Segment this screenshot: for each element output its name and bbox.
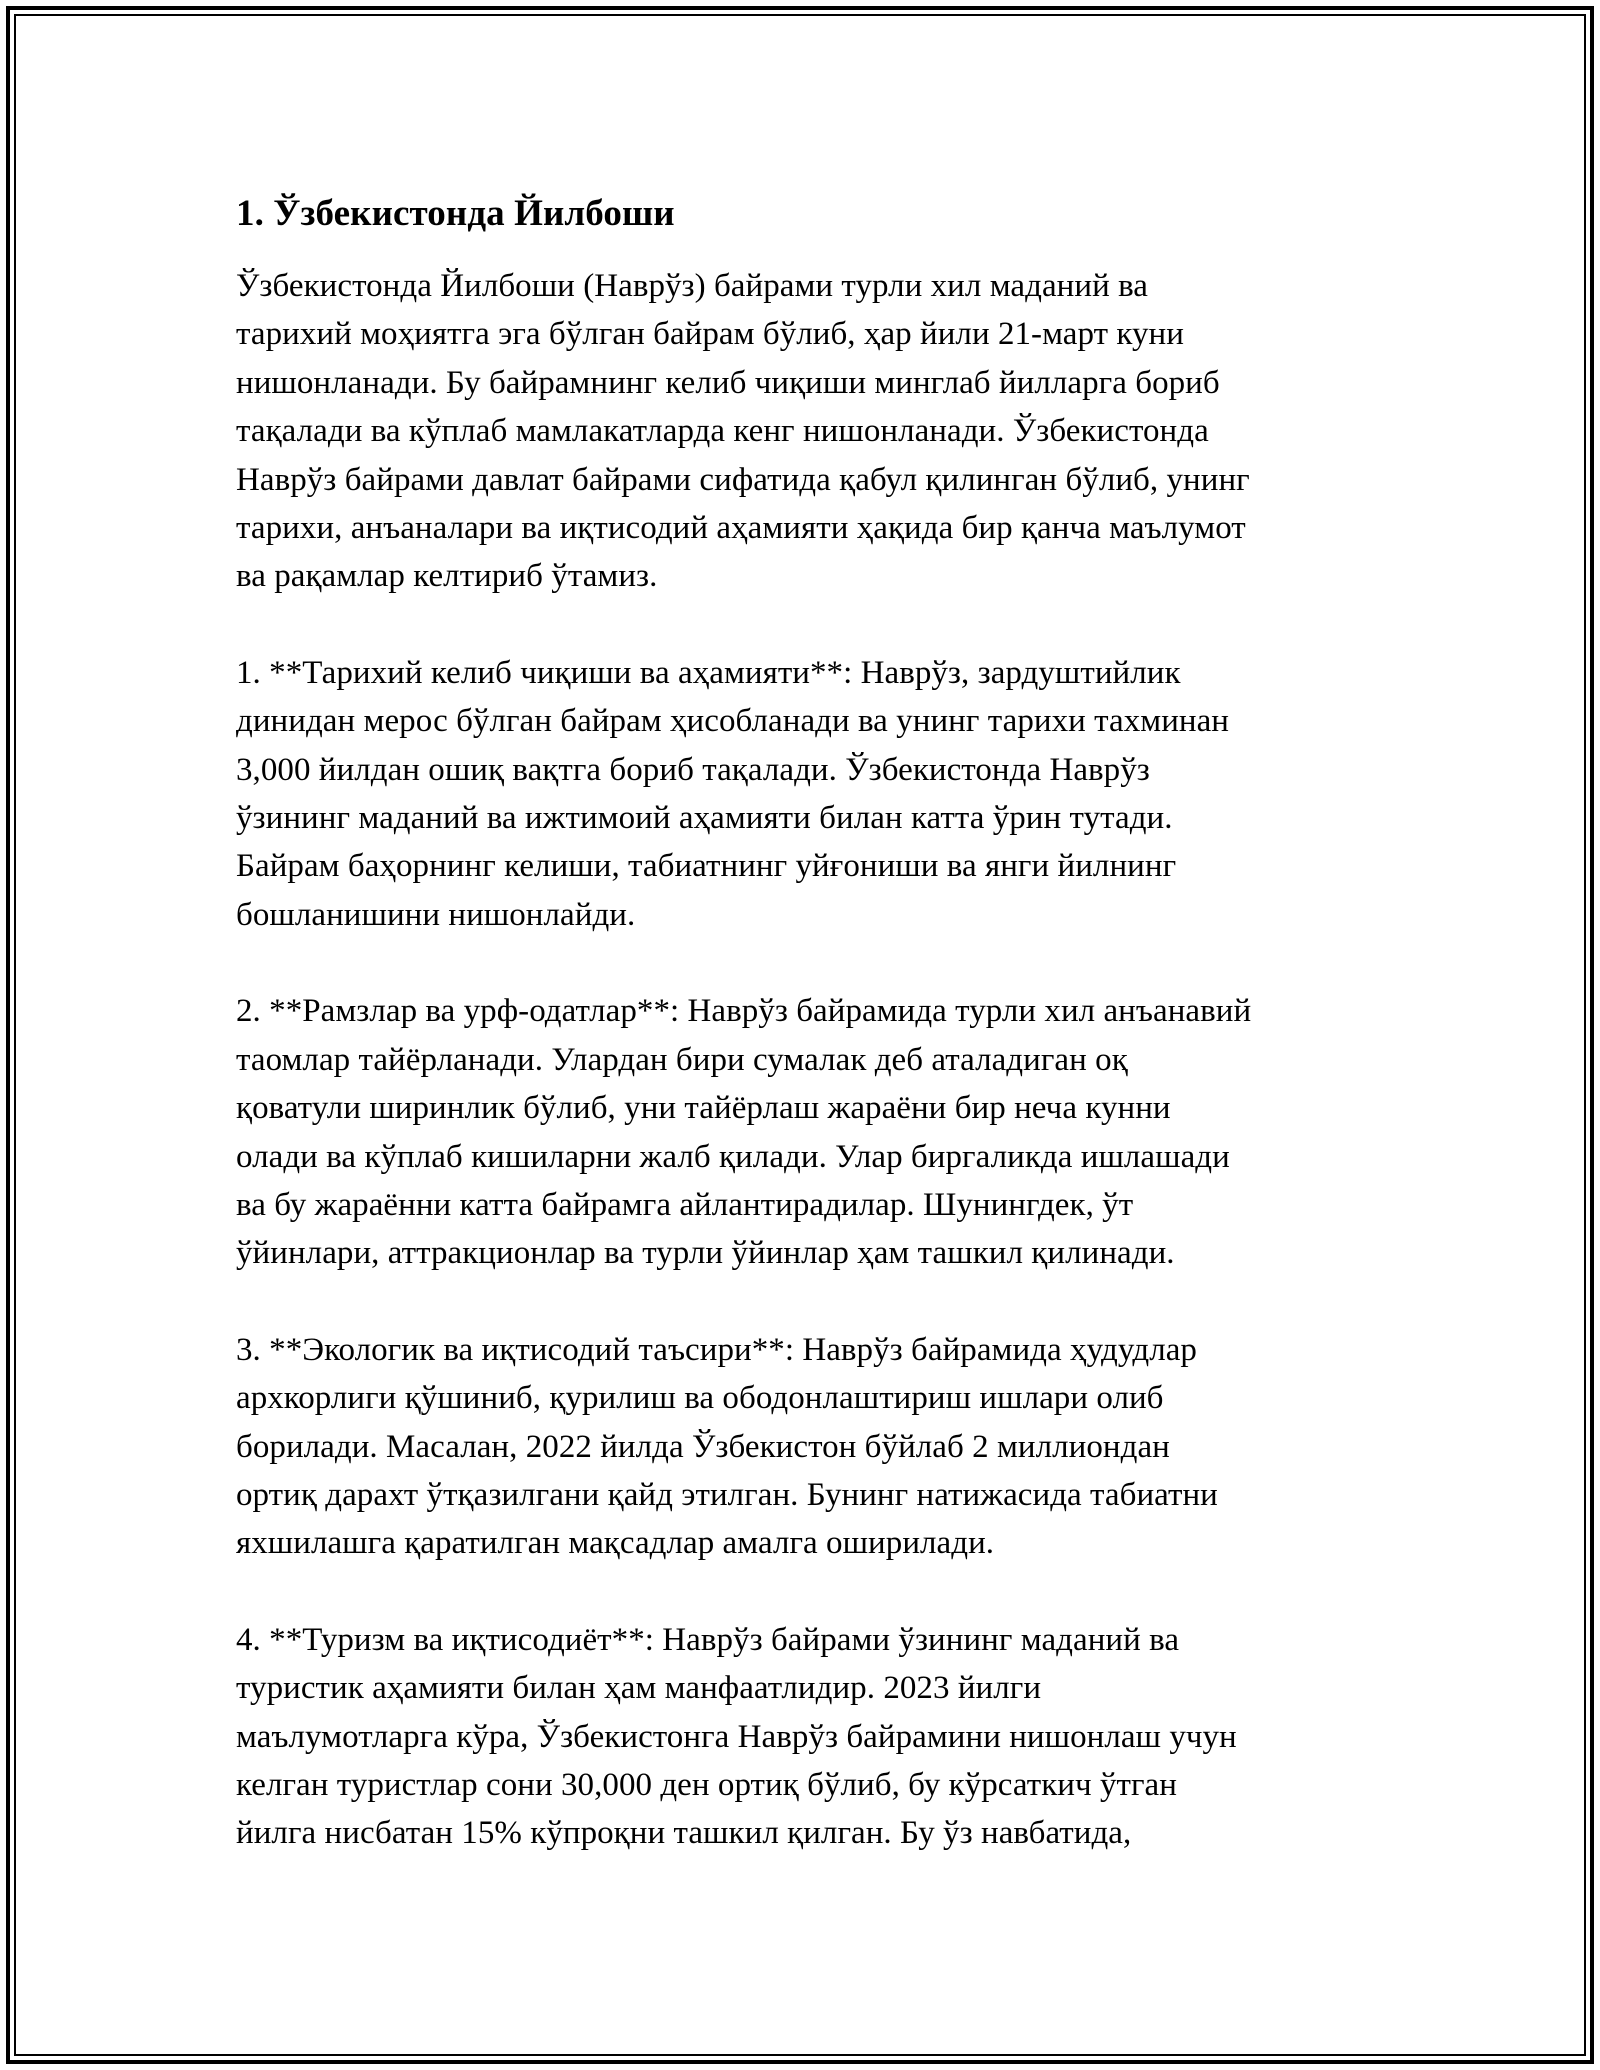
text-line: ўйинлари, аттракционлар ва турли ўйинлар ҳам ташкил қилинади. [236, 1235, 1175, 1272]
text-line: 3,000 йилдан ошиқ вақтга бориб тақалади. Ўзбекистонда Наврўз [236, 751, 1150, 788]
text-line: тақалади ва кўплаб мамлакатларда кенг нишонланади. Ўзбекистонда [236, 413, 1209, 450]
text-line: динидан мерос бўлган байрам ҳисобланади ва унинг тарихи тахминан [236, 703, 1230, 740]
text-line: Наврўз байрами давлат байрами сифатида қабул қилинган бўлиб, унинг [236, 461, 1250, 498]
text-line: архкорлиги қўшиниб, қурилиш ва ободонлаштириш ишлари олиб [236, 1380, 1164, 1417]
text-line: 3. **Экологик ва иқтисодий таъсири**: Наврўз байрамида ҳудудлар [236, 1331, 1197, 1368]
text-line: 4. **Туризм ва иқтисодиёт**: Наврўз байрами ўзининг маданий ва [236, 1621, 1180, 1658]
text-line: 1. **Тарихий келиб чиқиши ва аҳамияти**: Наврўз, зардуштийлик [236, 654, 1181, 691]
text-line: ва рақамлар келтириб ўтамиз. [236, 558, 658, 595]
paragraph-intro [236, 262, 1386, 601]
text-line: келган туристлар сони 30,000 ден ортиқ бўлиб, бу кўрсаткич ўтган [236, 1766, 1177, 1803]
text-line: яхшилашга қаратилган мақсадлар амалга оширилади. [236, 1525, 995, 1562]
paragraph-item-2 [236, 987, 1386, 1277]
text-line: ва бу жараённи катта байрамга айлантирадилар. Шунингдек, ўт [236, 1186, 1134, 1223]
text-line: туристик аҳамияти билан ҳам манфаатлидир. 2023 йилги [236, 1670, 1042, 1707]
text-line: олади ва кўплаб кишиларни жалб қилади. Улар биргаликда ишлашади [236, 1138, 1230, 1175]
document-title: 1. Ўзбекистонда Йилбоши [236, 193, 675, 234]
text-line: Байрам баҳорнинг келиши, табиатнинг уйғониши ва янги йилнинг [236, 848, 1177, 885]
text-line: ортиқ дарахт ўтқазилгани қайд этилган. Бунинг натижасида табиатни [236, 1476, 1218, 1513]
text-line: ўзининг маданий ва ижтимоий аҳамияти билан катта ўрин тутади. [236, 800, 1173, 837]
text-line: тарихи, анъаналари ва иқтисодий аҳамияти ҳақида бир қанча маълумот [236, 510, 1246, 547]
text-line: Ўзбекистонда Йилбоши (Наврўз) байрами турли хил маданий ва [236, 268, 1148, 304]
paragraph-item-4 [236, 1616, 1386, 1858]
text-line: бошланишини нишонлайди. [236, 896, 636, 933]
document-body [236, 186, 1386, 1858]
text-line: қоватули ширинлик бўлиб, уни тайёрлаш жараёни бир неча кунни [236, 1090, 1171, 1127]
text-line: маълумотларга кўра, Ўзбекистонга Наврўз байрамини нишонлаш учун [236, 1718, 1237, 1755]
text-line: 2. **Рамзлар ва урф-одатлар**: Наврўз байрамида турли хил анъанавий [236, 993, 1252, 1030]
text-line: таомлар тайёрланади. Улардан бири сумалак деб аталадиган оқ [236, 1041, 1128, 1078]
paragraph-item-1 [236, 649, 1386, 939]
text-line: борилади. Масалан, 2022 йилда Ўзбекистон бўйлаб 2 миллиондан [236, 1428, 1170, 1465]
text-line: йилга нисбатан 15% кўпроқни ташкил қилган. Бу ўз навбатида, [236, 1815, 1132, 1852]
text-line: нишонланади. Бу байрамнинг келиб чиқиши минглаб йилларга бориб [236, 364, 1220, 401]
paragraph-item-3 [236, 1326, 1386, 1568]
text-line: тарихий моҳиятга эга бўлган байрам бўлиб, ҳар йили 21-март куни [236, 316, 1184, 353]
